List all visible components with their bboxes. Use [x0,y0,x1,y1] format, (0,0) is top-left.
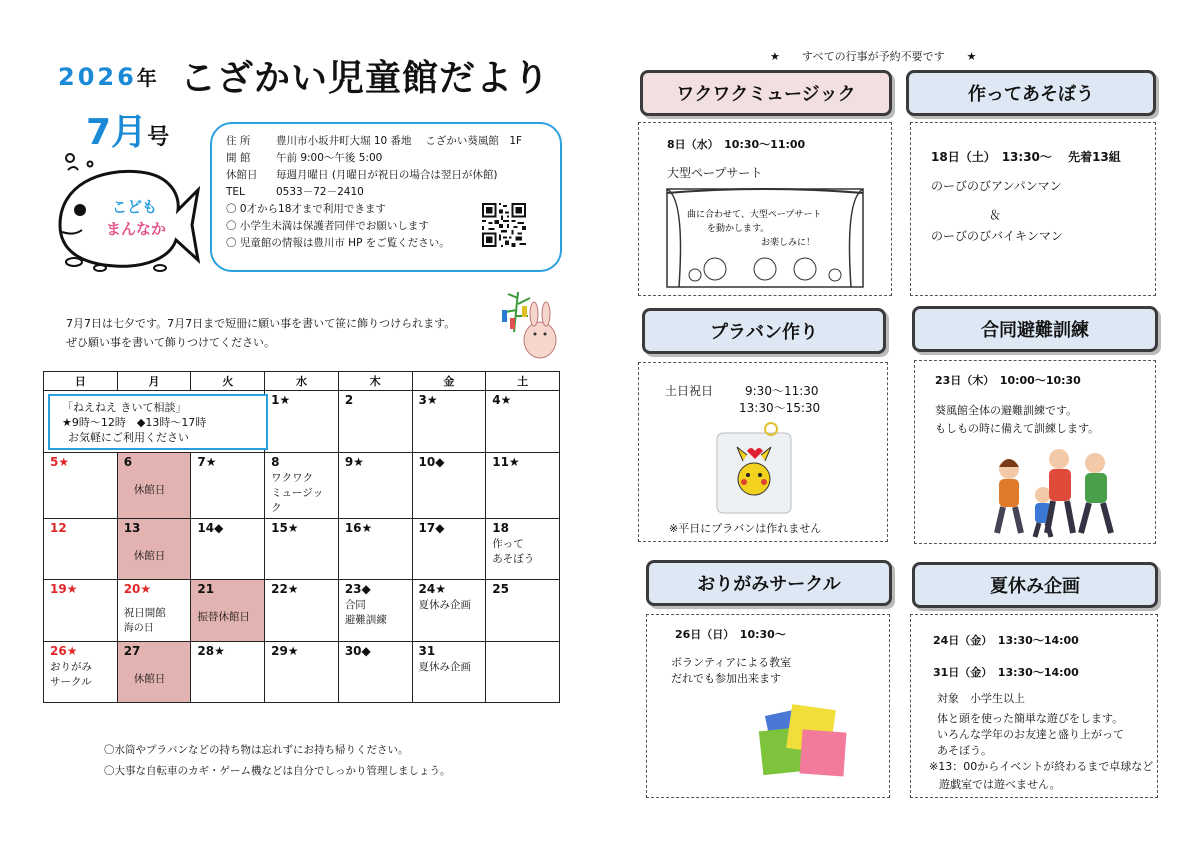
summer-heading: 夏休み企画 [912,562,1158,608]
calendar-cell: 19★ [44,580,118,642]
weekday-header: 火 [191,372,265,391]
music-panel: 8日（水） 10:30～11:00 大型ペープサート 曲に合わせて、大型ペープサート を動かします。 お楽しみに！ [638,122,892,296]
calendar-cell: 10◆ [412,452,486,518]
calendar-cell: 7★ [191,452,265,518]
calendar-cell: 12 [44,518,118,580]
info-note: 〇 児童館の情報は豊川市 HP をご覧ください。 [226,237,450,249]
info-row-address: 住 所 豊川市小坂井町大堀 10 番地 こざかい葵風館 1F [226,135,523,147]
calendar-cell: 1★ [265,391,339,453]
calendar-cell-closed: 27 休館日 [117,641,191,703]
plaban-panel: 土日祝日 9:30～11:30 13:30～15:30 ※平日にプラバンは作れません [638,362,888,542]
drill-heading: 合同避難訓練 [912,306,1158,352]
calendar-cell: 14◆ [191,518,265,580]
weekday-header: 水 [265,372,339,391]
calendar-cell-empty [486,641,560,703]
calendar-cell: 30◆ [338,641,412,703]
origami-panel: 26日（日） 10:30～ ボランティアによる教室 だれでも参加出来ます [646,614,890,798]
calendar-cell: 8 ワクワク ミュージック [265,452,339,518]
calendar-cell-closed: 21 振替休館日 [191,580,265,642]
svg-text:曲に合わせて、大型ペープサート: 曲に合わせて、大型ペープサート [687,210,822,220]
calendar-cell: 16★ [338,518,412,580]
no-reservation-note: ★ すべての行事が予約不要です ★ [770,50,977,63]
plaban-heading: プラバン作り [642,308,886,354]
footnotes: 〇水筒やプラバンなどの持ち物は忘れずにお持ち帰りください。 〇大事な自転車のカギ・ゲーム機などは自分でしっかり管理しましょう。 [104,744,451,777]
calendar-cell: 31 夏休み企画 [412,641,486,703]
info-row-closed: 休館日 毎週月曜日 (月曜日が祝日の場合は翌日が休館) [226,169,498,181]
craft-heading: 作ってあそぼう [906,70,1156,116]
music-heading: ワクワクミュージック [640,70,892,116]
svg-text:お楽しみに！: お楽しみに！ [761,238,816,248]
craft-panel: 18日（土） 13:30～ 先着13組 のーびのびアンパンマン ＆ のーびのびバイキンマン [910,122,1156,296]
weekday-header: 月 [117,372,191,391]
weekday-header: 金 [412,372,486,391]
tanabata-bunny-icon [488,288,572,364]
calendar-cell: 2 [338,391,412,453]
mascot-text-2: まんなか [106,220,167,238]
calendar-cell: 4★ [486,391,560,453]
tanabata-notice: 7月7日は七夕です。7月7日まで短冊に願い事を書いて笹に飾りつけられます。 ぜひ願い事を書いて飾りつけてください。 [66,317,456,349]
issue-label: 7月号 [86,112,170,153]
calendar-cell: 29★ [265,641,339,703]
calendar-cell: 28★ [191,641,265,703]
facility-info-box [210,122,562,272]
info-row-tel: TEL 0533－72－2410 [226,185,364,198]
calendar-cell: 23◆ 合同 避難訓練 [338,580,412,642]
calendar-cell: 20★ 祝日開館 海の日 [117,580,191,642]
summer-panel: 24日（金） 13:30～14:00 31日（金） 13:30～14:00 対象 小学生以上 体と頭を使った簡単な遊びをします。 いろんな学年のお友達と盛り上がって あそぼう。 ※13：00からイベントが終わるまで卓球など 遊戯室では遊べません。 [910,614,1158,798]
calendar-cell: 15★ [265,518,339,580]
weekday-header: 木 [338,372,412,391]
calendar-cell: 17◆ [412,518,486,580]
drill-panel: 23日（木） 10:00～10:30 葵風館全体の避難訓練です。 もしもの時に備えて訓練します。 [914,360,1156,544]
calendar-cell: 26★ おりがみ サークル [44,641,118,703]
qr-code-icon[interactable] [482,203,526,247]
year-label: 2026年 [58,63,157,91]
weekday-header: 日 [44,372,118,391]
info-note: 〇 0才から18才まで利用できます [226,203,386,215]
calendar-cell: 11★ [486,452,560,518]
evacuation-people-icon [989,445,1119,541]
weekday-header: 土 [486,372,560,391]
info-note: 〇 小学生未満は保護者同伴でお願いします [226,220,429,232]
svg-text:を動かします。: を動かします。 [707,224,770,234]
consultation-box: 「ねえねえ きいて相談」 ★9時～12時 ◆13時～17時 お気軽にご利用ください [48,394,268,450]
calendar-cell: 9★ [338,452,412,518]
origami-heading: おりがみサークル [646,560,892,606]
plaban-keychain-icon [713,421,795,515]
calendar-cell: 5★ [44,452,118,518]
calendar-cell: 22★ [265,580,339,642]
calendar-cell-closed: 13 休館日 [117,518,191,580]
origami-paper-icon [755,701,855,781]
fish-mascot-icon [40,150,200,275]
calendar-cell-closed: 6 休館日 [117,452,191,518]
info-row-hours: 開 館 午前 9:00～午後 5:00 [226,152,383,164]
paper-theater-stage-icon [665,185,865,289]
calendar-cell: 18 作って あそぼう [486,518,560,580]
newsletter-title: こざかい児童館だより [180,58,551,99]
calendar-cell: 25 [486,580,560,642]
mascot-text-1: こども [112,198,158,216]
calendar-cell: 3★ [412,391,486,453]
calendar-cell: 24★ 夏休み企画 [412,580,486,642]
